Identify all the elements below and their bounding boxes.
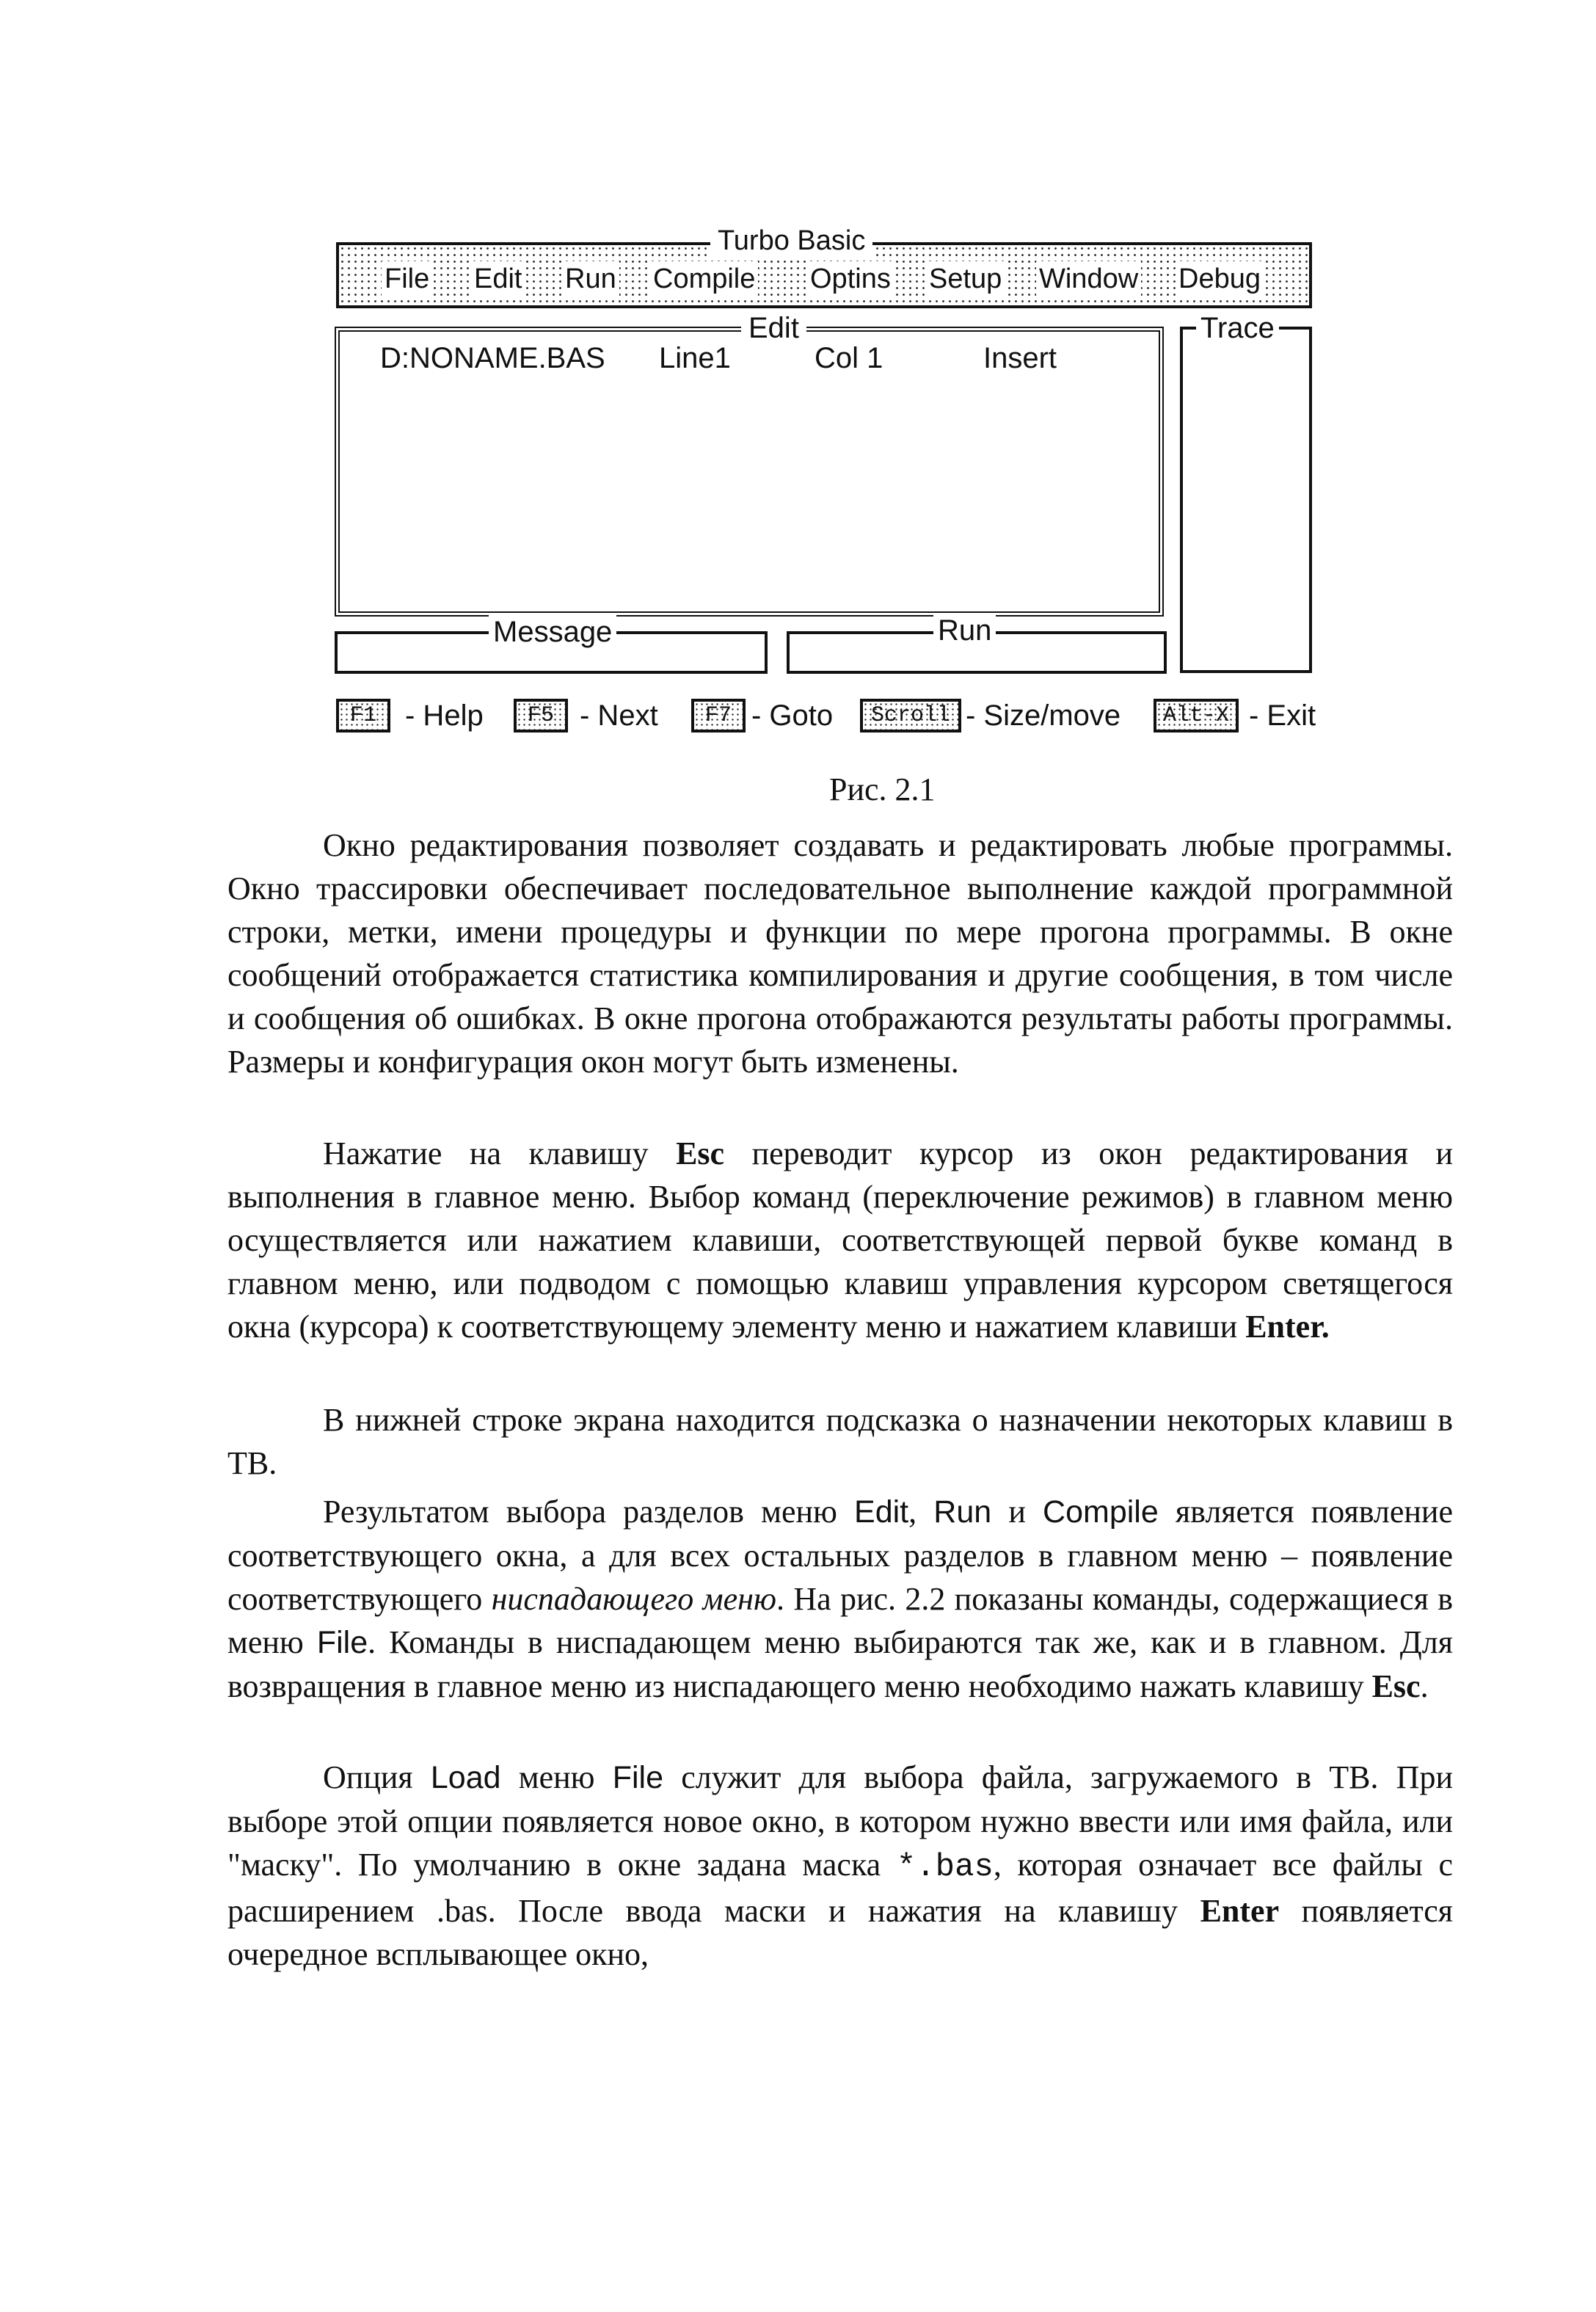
paragraph-4-text-d: является появление соответствующего окна, а для всех остальных разделов в главном меню – появление соответствующего bbox=[227, 1494, 1454, 1617]
hotkey-alt-x-desc: - Exit bbox=[1249, 699, 1316, 732]
turbo-basic-screen bbox=[0, 0, 1596, 807]
term-dropdown-menu: ниспадающего меню bbox=[491, 1581, 777, 1617]
trace-window[interactable] bbox=[1180, 327, 1312, 673]
paragraph-4 bbox=[227, 1490, 1453, 1708]
edit-line-indicator: Line1 bbox=[659, 342, 731, 374]
paragraph-5-text-b: меню bbox=[500, 1759, 613, 1795]
hotkey-scroll[interactable]: Scroll bbox=[860, 699, 961, 733]
edit-col-indicator: Col 1 bbox=[815, 342, 883, 374]
menu-item-file[interactable]: File bbox=[382, 261, 432, 297]
menu-ref-compile: Compile bbox=[1043, 1494, 1159, 1530]
key-enter-2: Enter bbox=[1200, 1893, 1280, 1929]
menu-item-run[interactable]: Run bbox=[562, 261, 619, 297]
menu-ref-file-2: File bbox=[612, 1760, 664, 1795]
key-esc-2: Esc bbox=[1371, 1668, 1421, 1704]
menu-item-compile[interactable]: Compile bbox=[650, 261, 758, 297]
option-ref-load: Load bbox=[430, 1760, 501, 1795]
menu-item-edit[interactable]: Edit bbox=[471, 261, 525, 297]
paragraph-4-text-b: , bbox=[908, 1494, 934, 1530]
message-window-title: Message bbox=[489, 615, 616, 649]
figure-caption: Рис. 2.1 bbox=[829, 771, 936, 807]
menu-ref-run: Run bbox=[933, 1494, 992, 1530]
paragraph-4-text-f: . Команды в ниспадающем меню выбираются так же, как и в главном. Для возвращения в главное меню из ниспадающего меню необходимо нажать клавишу bbox=[227, 1624, 1453, 1704]
paragraph-5-text-c: служит для выбора файла, загружаемого в ТВ. При выборе этой опции появляется новое окно, в котором нужно ввести или имя файла, или "маску". По умолчанию в окне задана маска bbox=[227, 1759, 1453, 1883]
hotkey-f7[interactable]: F7 bbox=[691, 699, 746, 733]
menu-item-debug[interactable]: Debug bbox=[1176, 261, 1264, 297]
trace-window-title: Trace bbox=[1196, 311, 1279, 345]
hotkey-f1-desc: - Help bbox=[405, 699, 484, 732]
run-window-title: Run bbox=[933, 614, 996, 647]
menu-item-optins[interactable]: Optins bbox=[807, 261, 894, 297]
hotkey-f7-desc: - Goto bbox=[751, 699, 834, 732]
key-esc: Esc bbox=[676, 1135, 725, 1171]
file-mask: *.bas bbox=[896, 1849, 994, 1886]
paragraph-5-text-d: , которая означает все файлы с расширением .bas. После ввода маски и нажатия на клавишу bbox=[227, 1847, 1453, 1929]
paragraph-2 bbox=[227, 1132, 1453, 1348]
paragraph-5-text-a: Опция bbox=[323, 1759, 431, 1795]
paragraph-4-text-g: . bbox=[1420, 1668, 1429, 1704]
paragraph-4-text-c: и bbox=[991, 1494, 1043, 1530]
hotkey-f5-desc: - Next bbox=[580, 699, 658, 732]
edit-mode-indicator: Insert bbox=[983, 342, 1057, 374]
menu-item-setup[interactable]: Setup bbox=[926, 261, 1005, 297]
paragraph-4-text-e: . На рис. 2.2 показаны команды, содержащиеся в меню bbox=[227, 1581, 1454, 1660]
paragraph-3 bbox=[227, 1398, 1453, 1485]
paragraph-3-text: В нижней строке экрана находится подсказка о назначении некоторых клавиш в ТВ. bbox=[227, 1402, 1453, 1481]
paragraph-5 bbox=[227, 1756, 1453, 1976]
paragraph-5-text-e: появляется очередное всплывающее окно, bbox=[227, 1893, 1453, 1972]
hotkey-f5[interactable]: F5 bbox=[514, 699, 568, 733]
edit-file-name: D:NONAME.BAS bbox=[380, 342, 605, 374]
edit-window-title: Edit bbox=[741, 311, 806, 345]
paragraph-2-text-b: переводит курсор из окон редактирования и выполнения в главное меню. Выбор команд (переключение режимов) в главном меню осуществляется или нажатием клавиши, соответствующей первой букве команд в главном меню, или подводом с помощью клавиш управления курсором светящегося окна (курсора) к соответствующему элементу меню и нажатием клавиши bbox=[227, 1135, 1453, 1345]
paragraph-4-text-a: Результатом выбора разделов меню bbox=[323, 1494, 855, 1530]
app-title: Turbo Basic bbox=[710, 225, 872, 257]
hotkey-f1[interactable]: F1 bbox=[336, 699, 390, 733]
key-enter: Enter. bbox=[1245, 1309, 1330, 1345]
paragraph-2-text-a: Нажатие на клавишу bbox=[323, 1135, 677, 1171]
menu-item-window[interactable]: Window bbox=[1036, 261, 1141, 297]
paragraph-1-text: Окно редактирования позволяет создавать и редактировать любые программы. Окно трассировки обеспечивает последовательное выполнение каждой программной строки, метки, имени процедуры и функции по мере прогона программы. В окне сообщений отображается статистика компилирования и другие сообщения, в том числе и сообщения об ошибках. В окне прогона отображаются результаты работы программы. Размеры и конфигурация окон могут быть изменены. bbox=[227, 827, 1453, 1080]
menu-ref-file: File bbox=[316, 1625, 368, 1660]
hotkey-alt-x[interactable]: Alt-X bbox=[1154, 699, 1239, 733]
paragraph-1 bbox=[227, 824, 1453, 1083]
menu-ref-edit: Edit bbox=[854, 1494, 909, 1530]
hotkey-scroll-desc: - Size/move bbox=[966, 699, 1121, 732]
